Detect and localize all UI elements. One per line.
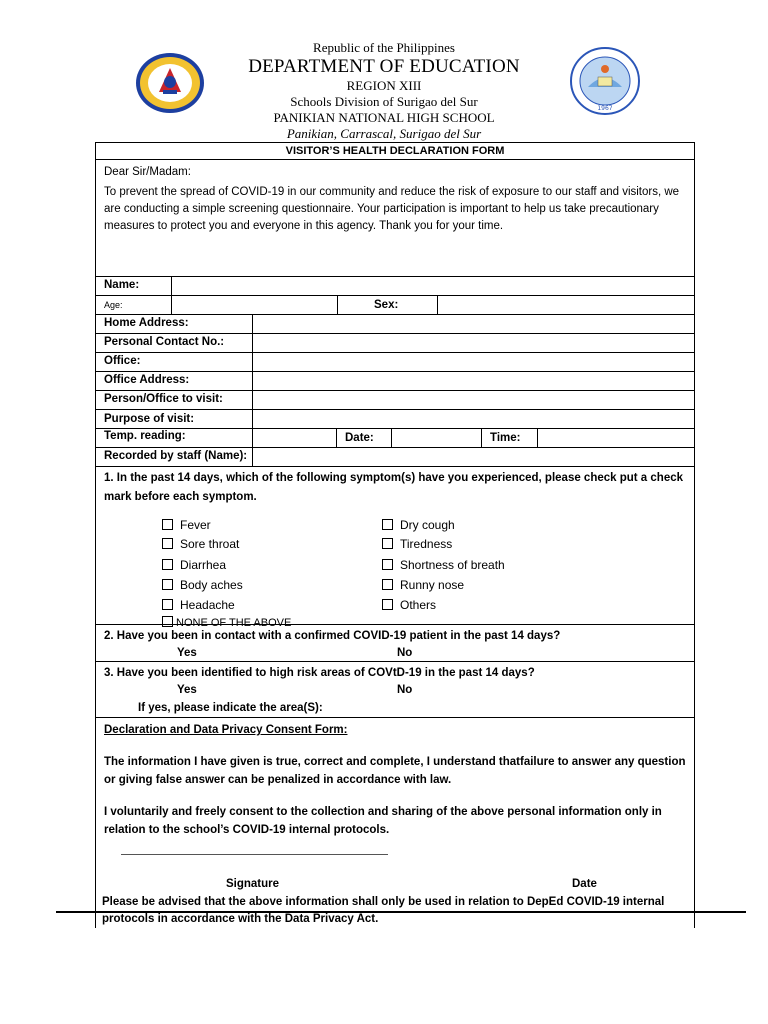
q1-text: 1. In the past 14 days, which of the following symptom(s) have you experienced, please check put a check mark before each symptom. — [104, 472, 684, 503]
school-address: Panikian, Carrascal, Surigao del Sur — [286, 126, 482, 141]
region-line: REGION XIII — [346, 78, 422, 93]
q2-no[interactable]: No — [397, 647, 413, 659]
person-visit-row — [96, 391, 694, 410]
time-field[interactable] — [537, 429, 694, 447]
checkbox[interactable] — [382, 538, 393, 549]
checkbox[interactable] — [162, 579, 173, 590]
consent-section — [96, 718, 694, 928]
symptom-runny-nose[interactable]: Runny nose — [382, 576, 464, 595]
department-title: DEPARTMENT OF EDUCATION — [248, 56, 520, 77]
age-field[interactable] — [171, 296, 337, 314]
privacy-advisory: Please be advised that the above information shall only be used in relation to DepEd COVID-19 internal protocols in accordance with the Data Privacy Act. — [102, 896, 665, 925]
symptom-none[interactable]: NONE OF THE ABOVE — [162, 614, 291, 633]
home-address-label: Home Address: — [104, 317, 189, 329]
signature-label: Signature — [226, 878, 280, 890]
consent-paragraph-2: I voluntarily and freely consent to the collection and sharing of the above personal information only in relation to the school’s COVID-19 internal protocols. — [104, 806, 662, 836]
q3-section — [96, 662, 694, 718]
recorded-by-row — [96, 448, 694, 467]
letterhead — [0, 40, 768, 142]
symptom-fever[interactable]: Fever — [162, 516, 211, 535]
office-address-field[interactable] — [252, 372, 694, 390]
office-field[interactable] — [252, 353, 694, 371]
division-line: Schools Division of Surigao del Sur — [290, 94, 478, 109]
symptom-tiredness[interactable]: Tiredness — [382, 535, 452, 554]
symptom-sore-throat[interactable]: Sore throat — [162, 535, 239, 554]
date-field[interactable] — [391, 429, 481, 447]
symptom-others[interactable]: Others — [382, 596, 436, 615]
bottom-rule — [56, 911, 746, 913]
office-address-row — [96, 372, 694, 391]
checkbox[interactable] — [162, 538, 173, 549]
q2-section — [96, 625, 694, 662]
consent-heading: Declaration and Data Privacy Consent Form: — [104, 724, 348, 736]
sex-label: Sex: — [337, 296, 437, 314]
time-label: Time: — [481, 429, 537, 447]
republic-line: Republic of the Philippines — [313, 40, 455, 55]
sex-field[interactable] — [437, 296, 694, 314]
temp-date-time-row — [96, 429, 694, 448]
q3-no[interactable]: No — [397, 684, 413, 696]
q3-indicate-area: If yes, please indicate the area(S): — [138, 702, 323, 714]
office-label: Office: — [104, 355, 141, 367]
person-visit-label: Person/Office to visit: — [104, 393, 223, 405]
temp-label: Temp. reading: — [104, 430, 186, 442]
form-title: VISITOR’S HEALTH DECLARATION FORM — [96, 143, 694, 160]
symptom-dry-cough[interactable]: Dry cough — [382, 516, 455, 535]
purpose-row — [96, 410, 694, 429]
q3-yes[interactable]: Yes — [177, 684, 197, 696]
checkbox[interactable] — [382, 579, 393, 590]
recorded-by-field[interactable] — [252, 448, 694, 466]
checkbox[interactable] — [162, 599, 173, 610]
purpose-field[interactable] — [252, 410, 694, 428]
q2-text: 2. Have you been in contact with a confirmed COVID-19 patient in the past 14 days? — [104, 630, 561, 642]
recorded-by-label: Recorded by staff (Name): — [104, 450, 248, 462]
q1-section — [96, 467, 694, 629]
name-field[interactable] — [171, 277, 694, 295]
consent-paragraph-1: The information I have given is true, correct and complete, I understand thatfailure to answer any question or giving false answer can be penalized in accordance with law. — [104, 756, 686, 786]
home-address-row — [96, 315, 694, 334]
age-sex-row — [96, 296, 694, 315]
contact-field[interactable] — [252, 334, 694, 352]
symptom-shortness-of-breath[interactable]: Shortness of breath — [382, 556, 505, 575]
home-address-field[interactable] — [252, 315, 694, 333]
symptom-headache[interactable]: Headache — [162, 596, 235, 615]
svg-text:1967: 1967 — [597, 105, 613, 112]
symptom-diarrhea[interactable]: Diarrhea — [162, 556, 226, 575]
date-signed-label: Date — [572, 878, 597, 890]
name-label: Name: — [104, 279, 140, 291]
person-visit-field[interactable] — [252, 391, 694, 409]
intro-section — [96, 160, 694, 277]
symptom-body-aches[interactable]: Body aches — [162, 576, 243, 595]
checkbox[interactable] — [382, 599, 393, 610]
salutation: Dear Sir/Madam: — [104, 166, 191, 178]
checkbox[interactable] — [382, 559, 393, 570]
office-address-label: Office Address: — [104, 374, 190, 386]
q2-yes[interactable]: Yes — [177, 647, 197, 659]
intro-text: To prevent the spread of COVID-19 in our community and reduce the risk of exposure to our staff and visitors, we are conducting a simple screening questionnaire. Your participation is important to help us take precautionary measures to protect you and everyone in this agency. Thank you for your time. — [104, 186, 680, 232]
date-label: Date: — [336, 429, 391, 447]
purpose-label: Purpose of visit: — [104, 413, 195, 425]
contact-row — [96, 334, 694, 353]
office-row — [96, 353, 694, 372]
deped-seal-logo — [135, 52, 205, 114]
checkbox[interactable] — [382, 519, 393, 530]
name-row — [96, 277, 694, 296]
contact-label: Personal Contact No.: — [104, 336, 225, 348]
checkbox[interactable] — [162, 519, 173, 530]
q3-text: 3. Have you been identified to high risk areas of COVtD-19 in the past 14 days? — [104, 667, 535, 679]
temp-field[interactable] — [252, 429, 336, 447]
age-label: Age: — [104, 300, 123, 310]
checkbox[interactable] — [162, 559, 173, 570]
school-seal-logo — [570, 47, 640, 115]
signature-line — [121, 854, 388, 855]
health-declaration-form — [95, 142, 695, 928]
school-name: PANIKIAN NATIONAL HIGH SCHOOL — [273, 110, 495, 125]
